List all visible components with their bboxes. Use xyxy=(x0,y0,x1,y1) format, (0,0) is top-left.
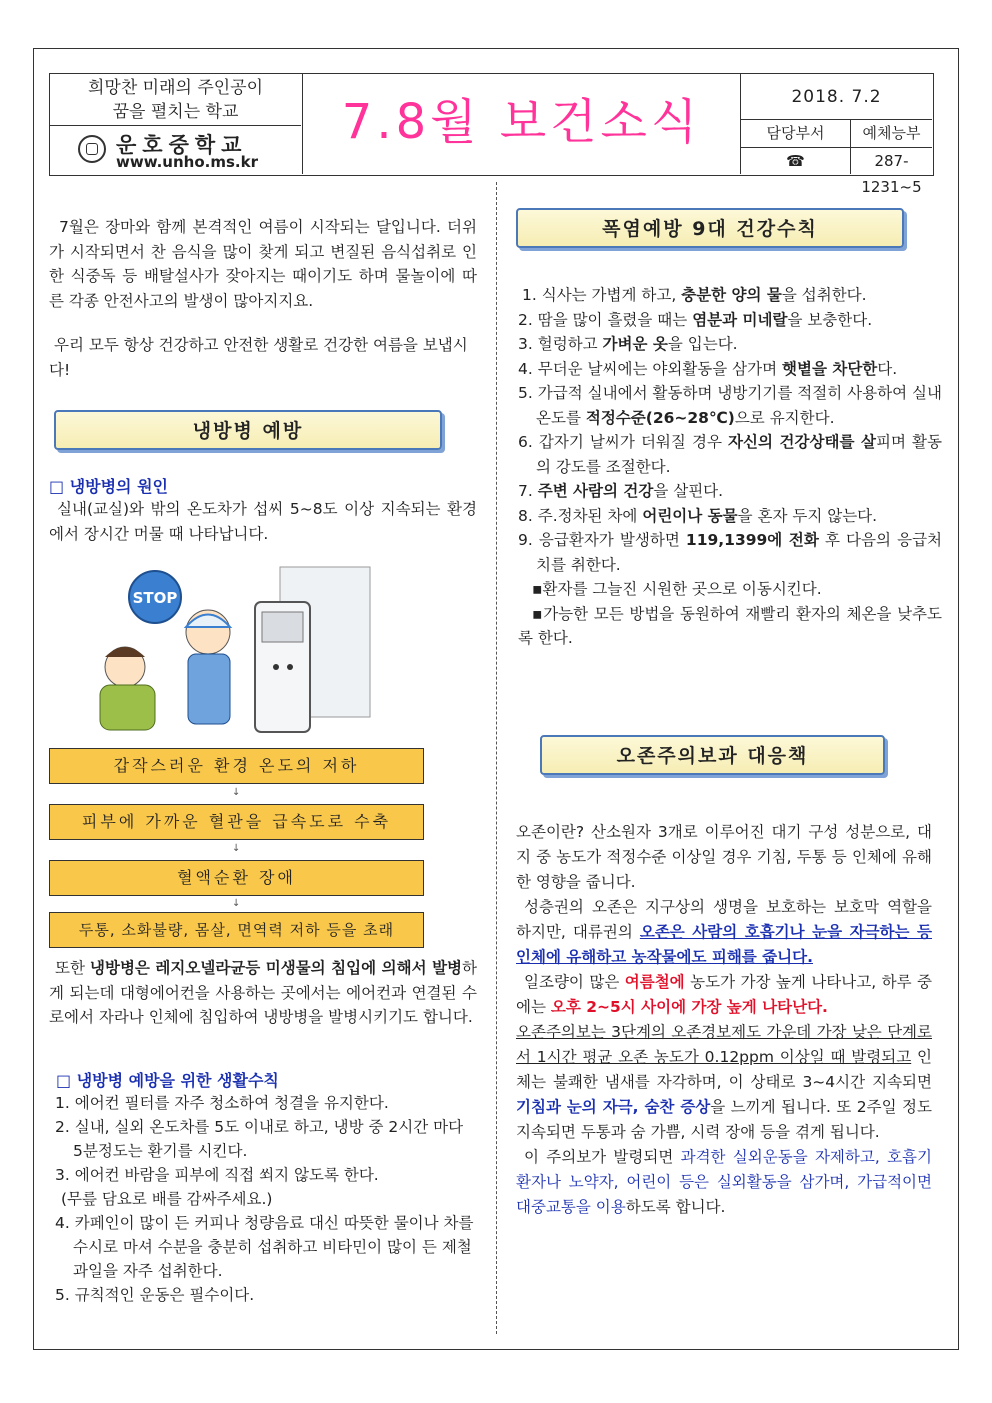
heat-rule-5 xyxy=(518,381,942,430)
phone-row xyxy=(741,148,932,196)
heat-rule-6 xyxy=(518,430,942,479)
ozone-timing xyxy=(516,970,932,1020)
heat-rule-9 xyxy=(518,528,942,577)
school-url: www.unho.ms.kr xyxy=(116,153,258,171)
heat-rule-7-key: 주변 사람의 건강 xyxy=(537,482,654,500)
rule-item-2: 2. 실내, 실외 온도차를 5도 이내로 하고, 냉방 중 2시간 마다 5분정도는 환기를 시킨다. xyxy=(55,1118,464,1160)
intro-closing: 우리 모두 항상 건강하고 안전한 생활로 건강한 여름을 보냅시다! xyxy=(49,336,468,379)
heat-rule-5-end: 으로 유지한다. xyxy=(734,408,835,427)
stop-aircon-illustration xyxy=(90,557,390,737)
first-aid-step-1: ▪환자를 그늘진 시원한 곳으로 이동시킨다. xyxy=(532,580,822,598)
aircon-vent xyxy=(262,612,303,642)
flow-step-3: 혈액순환 장애 xyxy=(49,860,424,896)
heat-rule-4-end: 다. xyxy=(877,359,898,378)
heat-rule-6-key: 자신의 건강상태를 살 xyxy=(728,433,876,451)
heat-rule-2 xyxy=(518,308,942,333)
aircon-eye-left xyxy=(273,664,279,670)
phone-value: 287-1231~5 xyxy=(861,152,922,196)
legionella-rest: 하게 되는데 대형에어컨을 사용하는 곳에서는 에어컨과 연결된 수로에서 자라나 인체에 침입하여 냉방병을 발병시키기도 합니다. xyxy=(49,959,477,1026)
school-block xyxy=(50,74,303,174)
dept-label: 담당부서 xyxy=(741,120,851,147)
rule-item-3-note: (무릎 담요로 배를 감싸주세요.) xyxy=(61,1190,273,1208)
ozone-effects-warning: 오존은 사람의 호흡기나 눈을 자극하는 등 인체에 유해하고 농작물에도 피해를 줍니다. xyxy=(516,923,932,966)
heat-rule-8-text: 8. 주.정차된 차에 xyxy=(518,506,643,525)
issue-date: 2018. 7.2 xyxy=(741,74,932,120)
page-title: 7.8월 보건소식 xyxy=(303,74,741,174)
heat-rule-2-end: 을 보충한다. xyxy=(787,310,873,329)
heat-rule-1-end: 을 섭취한다. xyxy=(781,286,867,304)
newsletter-header xyxy=(49,73,934,196)
dept-row xyxy=(741,120,932,148)
heat-rule-2-text: 2. 땀을 많이 흘렸을 때는 xyxy=(518,310,693,329)
ozone-definition: 오존이란? 산소원자 3개로 이루어진 대기 구성 성분으로, 대지 중 농도가 적정수준 이상일 경우 기침, 두통 등 인체에 유해한 영향을 줍니다. xyxy=(516,823,932,891)
flow-step-4: 두통, 소화불량, 몸살, 면역력 저하 등을 초래 xyxy=(49,912,424,948)
heat-rule-3 xyxy=(518,332,942,357)
rule-item-3: 3. 에어컨 바람을 피부에 직접 쐬지 않도록 한다. xyxy=(55,1166,379,1184)
heat-rule-8 xyxy=(518,504,942,529)
ozone-timing-mid: 농도가 가장 높게 나타나고, 하루 중에는 xyxy=(516,973,932,1016)
ozone-response-actions: 과격한 실외운동을 자제하고, 호흡기 환자나 노약자, 어린이 등은 실외활동을 삼가며, 가급적이면 대중교통을 이용 xyxy=(516,1148,932,1216)
ozone-response xyxy=(516,1145,932,1220)
motto-line-1: 희망찬 미래의 주인공이 xyxy=(87,78,264,98)
legionella-lead: 또한 xyxy=(55,959,91,977)
ozone-timing-text: 일조량이 많은 xyxy=(524,973,625,991)
ozone-advisory xyxy=(516,1020,932,1145)
ozone-advisory-symptoms: 기침과 눈의 자극, 숨찬 증상 xyxy=(516,1098,711,1116)
banner-ozone: 오존주의보과 대응책 xyxy=(540,735,885,775)
info-table xyxy=(741,74,932,196)
heat-rule-1-text: 1. 식사는 가볍게 하고, xyxy=(522,286,682,304)
heat-rule-4-key: 햇볕을 차단한 xyxy=(782,359,878,378)
rules-heading: □ 냉방병 예방을 위한 생활수칙 xyxy=(56,1071,279,1090)
ozone-advisory-text: 인체는 불쾌한 냄새를 자각하며, 이 상태로 3~4시간 지속되면 xyxy=(516,1048,932,1091)
heat-rule-1-key: 충분한 양의 물 xyxy=(681,286,782,304)
banner-cooling-sickness: 냉방병 예방 xyxy=(54,410,442,450)
intro-paragraph: 7월은 장마와 함께 본격적인 여름이 시작되는 달입니다. 더위가 시작되면서 찬 음식을 많이 찾게 되고 변질된 음식섭취로 인한 식중독 등 배탈설사가 잦아지는 때이기도 하며 물놀이에 따른 각종 안전사고의 발생이 많아지지요. xyxy=(49,218,477,310)
aircon-eye-right xyxy=(287,664,293,670)
heat-rule-7-text: 7. xyxy=(518,482,538,500)
cold-person-hair xyxy=(105,647,145,657)
heat-rule-1 xyxy=(518,283,942,308)
school-emblem-icon xyxy=(78,135,106,163)
ozone-effects xyxy=(516,895,932,970)
school-name: 운호중학교 xyxy=(116,133,248,157)
heat-rule-8-key: 어린이나 동물 xyxy=(642,506,738,525)
first-aid-step-2: ▪가능한 모든 방법을 동원하여 재빨리 환자의 체온을 낮추도록 한다. xyxy=(518,604,942,647)
column-divider xyxy=(496,182,497,1334)
school-identity xyxy=(50,126,301,174)
heat-rule-9-end: 후 다음의 응급처치를 취한다. xyxy=(536,531,943,574)
heat-rule-9-key: 119,1399에 전화 xyxy=(685,531,819,549)
dept-value: 예체능부 xyxy=(862,124,921,142)
heat-rule-3-key: 가벼운 옷 xyxy=(602,335,668,353)
flow-step-1: 갑작스러운 환경 온도의 저하 xyxy=(49,748,424,784)
heat-rule-4-text: 4. 무더운 날씨에는 야외활동을 삼가며 xyxy=(518,359,783,378)
flow-arrow-icon: ↓ xyxy=(232,843,241,854)
heat-rule-6-end: 피며 활동의 강도를 조절한다. xyxy=(536,433,942,476)
ozone-response-end: 하도록 합니다. xyxy=(625,1198,726,1216)
heat-rule-8-end: 을 혼자 두지 않는다. xyxy=(737,506,878,525)
heat-rule-7 xyxy=(518,479,942,504)
heatwave-rules xyxy=(518,283,942,651)
ozone-effects-text: 성층권의 오존은 지구상의 생명을 보호하는 보호막 역할을 하지만, 대류권의 xyxy=(516,898,932,941)
ozone-advisory-definition: 오존주의보는 3단계의 오존경보제도 가운데 가장 낮은 단계로서 1시간 평균 오존 농도가 0.12ppm 이상일 때 발령되고 xyxy=(516,1023,932,1066)
heat-rule-4 xyxy=(518,357,942,382)
cause-text: 실내(교실)와 밖의 온도차가 섭씨 5~8도 이상 지속되는 환경에서 장시간 머물 때 나타납니다. xyxy=(49,500,477,543)
worker-body xyxy=(188,654,230,724)
flow-arrow-icon: ↓ xyxy=(232,898,241,909)
cause-heading: □ 냉방병의 원인 xyxy=(49,477,168,496)
ozone-response-text: 이 주의보가 발령되면 xyxy=(524,1148,681,1166)
motto-line-2: 꿈을 펼치는 학교 xyxy=(112,102,239,122)
heat-rule-5-key: 적정수준(26~28℃) xyxy=(585,408,735,427)
stop-sign-label: STOP xyxy=(132,589,178,607)
rule-item-5: 5. 규칙적인 운동은 필수이다. xyxy=(55,1286,255,1304)
school-motto xyxy=(50,74,301,126)
flow-step-2: 피부에 가까운 혈관을 급속도로 수축 xyxy=(49,804,424,840)
heat-rule-3-text: 3. 헐렁하고 xyxy=(518,335,603,353)
heat-rule-5-text: 5. 가급적 실내에서 활동하며 냉방기기를 적절히 사용하여 실내온도를 xyxy=(518,384,942,427)
ozone-advisory-end: 을 느끼게 됩니다. 또 2주일 정도 지속되면 두통과 숨 가쁨, 시력 장애 등을 겪게 됩니다. xyxy=(516,1098,932,1141)
legionella-emphasis: 냉방병은 레지오넬라균등 미생물의 침입에 의해서 발병 xyxy=(90,959,463,977)
ozone-timing-season: 여름철에 xyxy=(624,973,685,991)
banner-heatwave: 폭염예방 9대 건강수칙 xyxy=(516,208,904,248)
blanket-icon xyxy=(100,685,155,730)
heat-rule-7-end: 을 살핀다. xyxy=(653,482,724,500)
ozone-timing-hours: 오후 2~5시 사이에 가장 높게 나타난다. xyxy=(550,998,828,1016)
heat-rule-6-text: 6. 갑자기 날씨가 더워질 경우 xyxy=(518,433,729,451)
ozone-section xyxy=(516,820,932,1220)
legionella-paragraph xyxy=(49,956,477,1030)
rule-item-4: 4. 카페인이 많이 든 커피나 청량음료 대신 따뜻한 물이나 차를 수시로 마셔 수분을 충분히 섭취하고 비타민이 많이 든 제철 과일을 자주 섭취한다. xyxy=(55,1214,474,1280)
heat-rule-3-end: 을 입는다. xyxy=(667,335,738,353)
phone-icon: ☎ xyxy=(741,148,851,174)
rule-item-1: 1. 에어컨 필터를 자주 청소하여 청결을 유지한다. xyxy=(55,1094,389,1112)
heat-rule-9-text: 9. 응급환자가 발생하면 xyxy=(518,531,686,549)
flow-arrow-icon: ↓ xyxy=(232,787,241,798)
rules-list xyxy=(55,1091,477,1307)
heat-rule-2-key: 염분과 미네랄 xyxy=(692,310,788,329)
